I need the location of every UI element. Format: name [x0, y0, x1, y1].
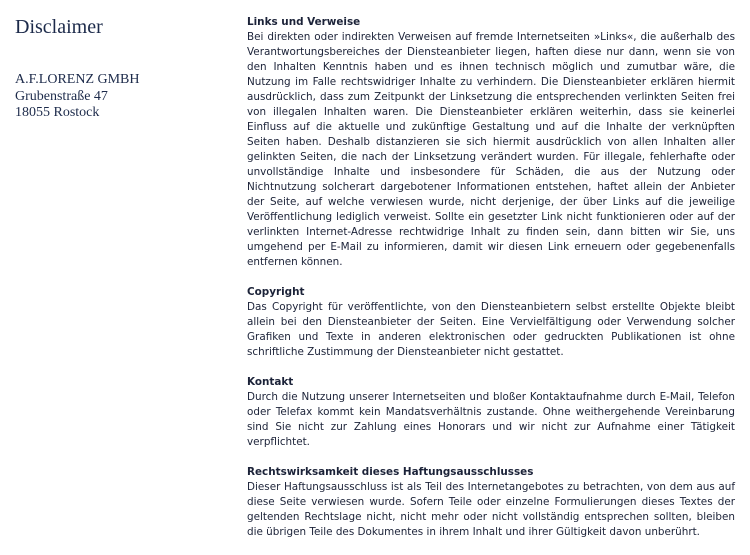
section-body: Bei direkten oder indirekten Verweisen auf fremde Internetseiten »Links«, die außerhalb des Verantwortungsbereiches der Diensteanbieter liegen, haften diese nur dann, wenn sie von den Inhalten Kenntnis haben und es ihnen technisch möglich und zumutbar wäre, die Nutzung im Falle rechtswidriger Inhalte zu verhindern. Die Diensteanbieter erklären hiermit ausdrücklich, dass zum Zeitpunkt der Linksetzung die entsprechenden verlinkten Seiten frei von illegalen Inhalten waren. Die Diensteanbieter erklären weiterhin, dass sie keinerlei Einfluss auf die aktuelle und zukünftige Gestaltung und auf die Inhalte der verknüpften Seiten haben. Deshalb distanzieren sie sich hiermit ausdrücklich von allen Inhalten aller gelinkten Seiten, die nach der Linksetzung verändert wurden. Für illegale, fehlerhafte oder unvollständige Inhalte und insbesondere für Schäden, die aus der Nutzung oder Nichtnutzung solcherart dargebotener Informationen entstehen, haftet allein der Anbieter der Seite, auf welche verwiesen wurde, nicht derjenige, der über Links auf die jeweilige Veröffentlichung lediglich verweist. Sollte ein gesetzter Link nicht funktionieren oder auf der verlinkten Internet-Adresse rechtwidrige Inhalt zu finden sein, dann bitten wir Sie, uns umgehend per E-Mail zu informieren, damit wir diesen Link erneuern oder gegebenenfalls entfernen können. [247, 31, 735, 268]
disclaimer-content [247, 15, 735, 555]
address-block [15, 72, 225, 122]
street-address: Grubenstraße 47 [15, 88, 108, 104]
section-validity [247, 465, 735, 540]
section-copyright [247, 285, 735, 360]
section-heading: Rechtswirksamkeit dieses Haftungsausschlusses [247, 466, 534, 478]
section-body: Durch die Nutzung unserer Internetseiten und bloßer Kontaktaufnahme durch E-Mail, Telefon oder Telefax kommt kein Mandatsverhältnis zustande. Ohne weithergehende Vereinbarung sind Sie nicht zur Zahlung eines Honorars und wir nicht zur Aufnahme einer Tätigkeit verpflichtet. [247, 391, 735, 448]
section-links [247, 15, 735, 270]
section-body: Das Copyright für veröffentlichte, von den Diensteanbietern selbst erstellte Objekte bleibt allein bei den Diensteanbieter der Seiten. Eine Vervielfältigung oder Verwendung solcher Grafiken und Texte in anderen elektronischen oder gedruckten Publikationen ist ohne schriftliche Zustimmung der Diensteanbieter nicht gestattet. [247, 301, 735, 358]
company-info [15, 15, 225, 122]
section-heading: Links und Verweise [247, 16, 361, 28]
section-heading: Copyright [247, 286, 305, 298]
page-title: Disclaimer [15, 16, 103, 38]
city-address: 18055 Rostock [15, 105, 100, 120]
section-body: Dieser Haftungsausschluss ist als Teil des Internetangebotes zu betrachten, von dem aus auf diese Seite verwiesen wurde. Sofern Teile oder einzelne Formulierungen dieses Textes der geltenden Rechtslage nicht, nicht mehr oder nicht vollständig entsprechen sollten, bleiben die übrigen Teile des Dokumentes in ihrem Inhalt und ihrer Gültigkeit davon unberührt. [247, 481, 735, 538]
section-contact [247, 375, 735, 450]
company-name: A.F.LORENZ GMBH [15, 72, 140, 87]
section-heading: Kontakt [247, 376, 294, 388]
